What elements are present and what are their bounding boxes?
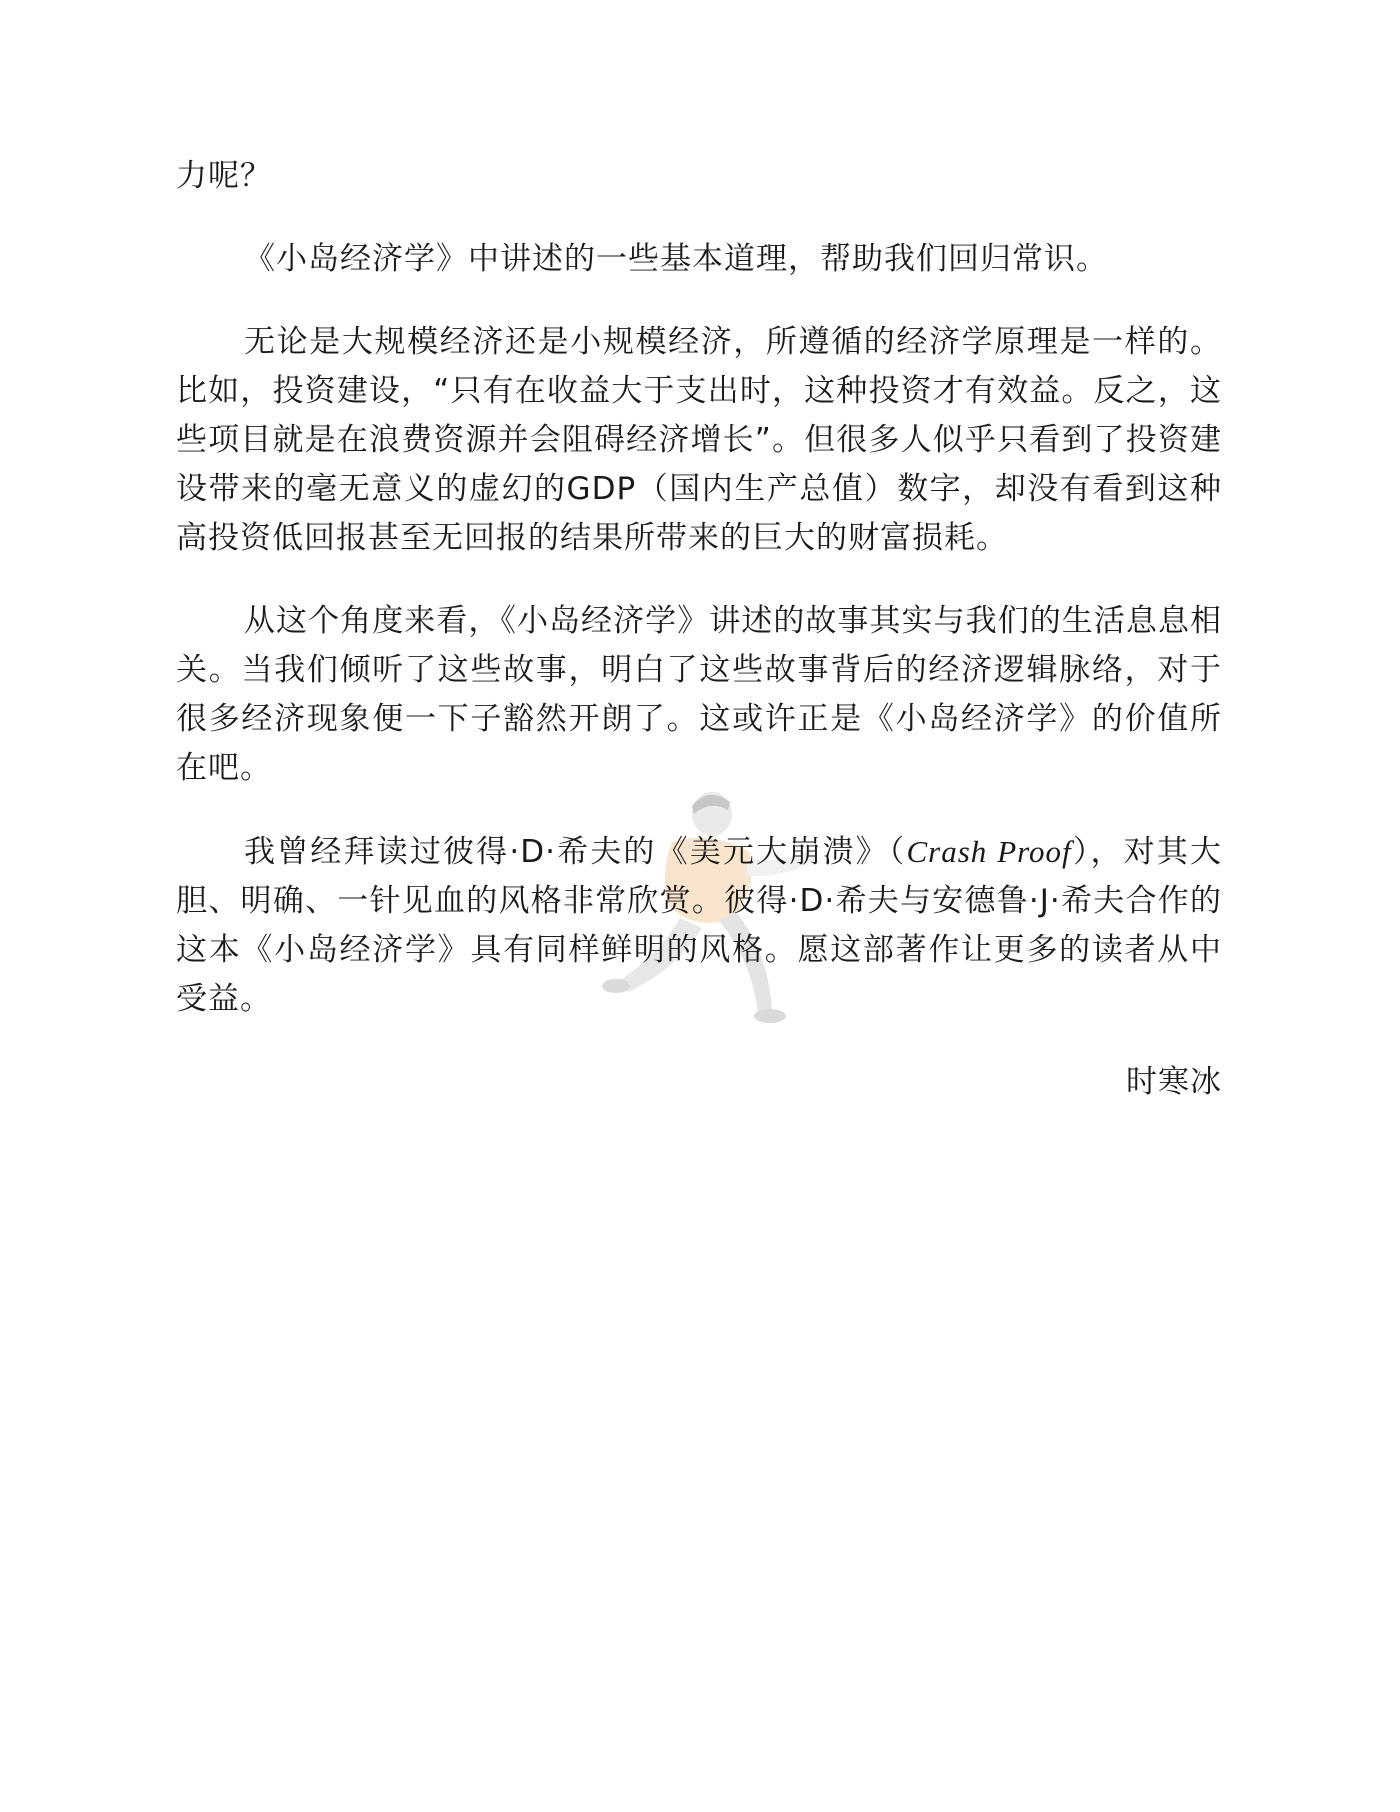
crash-proof-title: Crash Proof [906,834,1072,869]
paragraph-4-part-a: 我曾经拜读过彼得·D·希夫的《美元大崩溃》（ [244,834,907,870]
paragraph-4-part-b: ），对其大胆、明确、一针见血的风格非常欣赏。彼得·D·希夫与安德鲁·J·希夫合作的这本《小岛经济学》具有同样鲜明的风格。愿这部著作让更多的读者从中受益。 [176,834,1223,1017]
paragraph-4 [176,827,1222,1024]
paragraph-2: 无论是大规模经济还是小规模经济，所遵循的经济学原理是一样的。比如，投资建设，“只有在收益大于支出时，这种投资才有效益。反之，这些项目就是在浪费资源并会阻碍经济增长”。但很多人似乎只看到了投资建设带来的毫无意义的虚幻的GDP（国内生产总值）数字，却没有看到这种高投资低回报甚至无回报的结果所带来的巨大的财富损耗。 [176,324,1222,556]
author-signature: 时寒冰 [1126,1064,1222,1100]
document-body [176,152,1222,1107]
paragraph-continuation: 力呢？ [176,158,272,194]
paragraph-3: 从这个角度来看，《小岛经济学》讲述的故事其实与我们的生活息息相关。当我们倾听了这些故事，明白了这些故事背后的经济逻辑脉络，对于很多经济现象便一下子豁然开朗了。这或许正是《小岛经济学》的价值所在吧。 [176,603,1222,786]
paragraph-1: 《小岛经济学》中讲述的一些基本道理，帮助我们回归常识。 [244,241,1108,277]
